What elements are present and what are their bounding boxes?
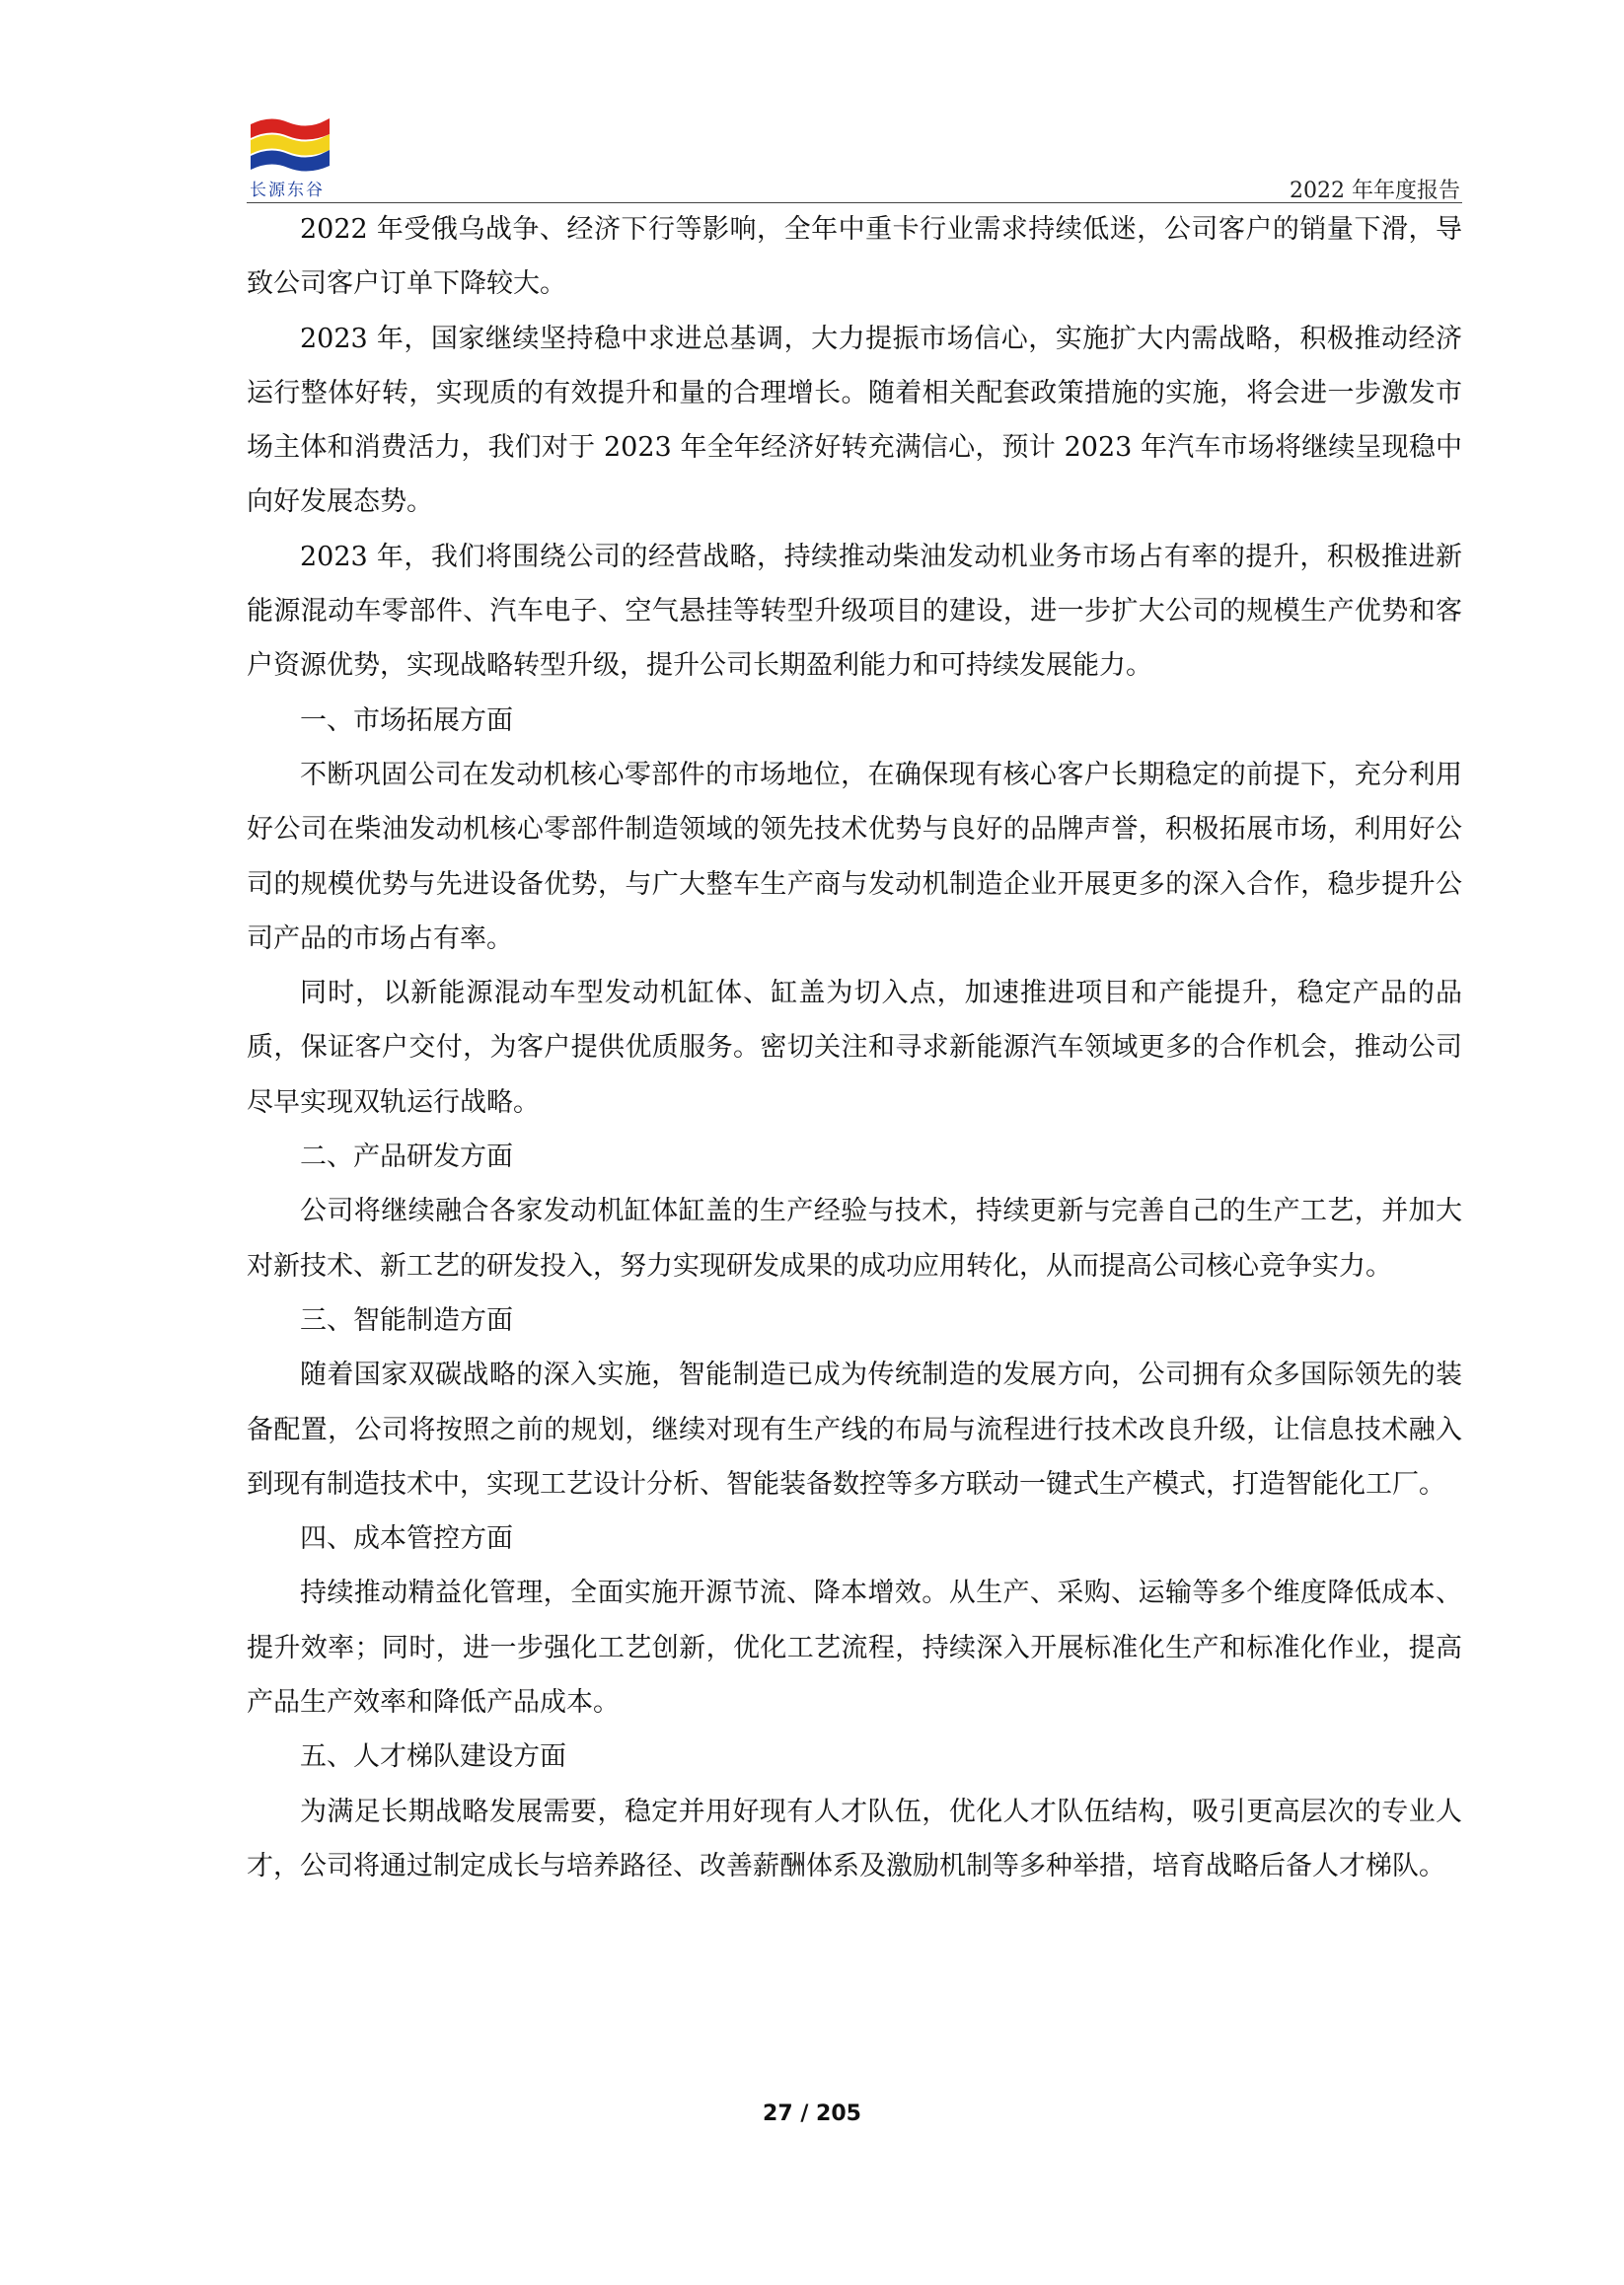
report-title: 2022 年年度报告 [1290, 179, 1460, 203]
paragraph: 为满足长期战略发展需要，稳定并用好现有人才队伍，优化人才队伍结构，吸引更高层次的专业人才，公司将通过制定成长与培养路径、改善薪酬体系及激励机制等多种举措，培育战略后备人才梯队。 [247, 1796, 1462, 1881]
paragraph: 2023 年，国家继续坚持稳中求进总基调，大力提振市场信心，实施扩大内需战略，积极推动经济运行整体好转，实现质的有效提升和量的合理增长。随着相关配套政策措施的实施，将会进一步激发市场主体和消费活力，我们对于 2023 年全年经济好转充满信心，预计 2023 年汽车市场将继续呈现稳中向好发展态势。 [247, 323, 1462, 518]
section-heading: 四、成本管控方面 [300, 1523, 513, 1555]
paragraph: 持续推动精益化管理，全面实施开源节流、降本增效。从生产、采购、运输等多个维度降低成本、提升效率；同时，进一步强化工艺创新，优化工艺流程，持续深入开展标准化生产和标准化作业，提高产品生产效率和降低产品成本。 [247, 1578, 1462, 1719]
paragraph: 不断巩固公司在发动机核心零部件的市场地位，在确保现有核心客户长期稳定的前提下，充分利用好公司在柴油发动机核心零部件制造领域的领先技术优势与良好的品牌声誉，积极拓展市场，利用好公司的规模优势与先进设备优势，与广大整车生产商与发动机制造企业开展更多的深入合作，稳步提升公司产品的市场占有率。 [247, 759, 1462, 954]
paragraph: 同时，以新能源混动车型发动机缸体、缸盖为切入点，加速推进项目和产能提升，稳定产品的品质，保证客户交付，为客户提供优质服务。密切关注和寻求新能源汽车领域更多的合作机会，推动公司尽早实现双轨运行战略。 [247, 978, 1462, 1118]
paragraph: 随着国家双碳战略的深入实施，智能制造已成为传统制造的发展方向，公司拥有众多国际领先的装备配置，公司将按照之前的规划，继续对现有生产线的布局与流程进行技术改良升级，让信息技术融入到现有制造技术中，实现工艺设计分析、智能装备数控等多方联动一键式生产模式，打造智能化工厂。 [247, 1360, 1462, 1500]
paragraph: 2023 年，我们将围绕公司的经营战略，持续推动柴油发动机业务市场占有率的提升，积极推进新能源混动车零部件、汽车电子、空气悬挂等转型升级项目的建设，进一步扩大公司的规模生产优势和客户资源优势，实现战略转型升级，提升公司长期盈利能力和可持续发展能力。 [247, 541, 1462, 682]
paragraph: 公司将继续融合各家发动机缸体缸盖的生产经验与技术，持续更新与完善自己的生产工艺，并加大对新技术、新工艺的研发投入，努力实现研发成果的成功应用转化，从而提高公司核心竞争实力。 [247, 1196, 1462, 1282]
section-heading: 三、智能制造方面 [300, 1304, 513, 1336]
section-heading: 一、市场拓展方面 [300, 704, 513, 736]
logo-text: 长源东谷 [250, 181, 325, 200]
section-heading: 二、产品研发方面 [300, 1142, 513, 1173]
document-body [247, 202, 1462, 1893]
page-number: 27 / 205 [763, 2101, 861, 2126]
section-heading: 五、人才梯队建设方面 [300, 1741, 566, 1773]
paragraph: 2022 年受俄乌战争、经济下行等影响，全年中重卡行业需求持续低迷，公司客户的销量下滑，导致公司客户订单下降较大。 [247, 214, 1462, 300]
